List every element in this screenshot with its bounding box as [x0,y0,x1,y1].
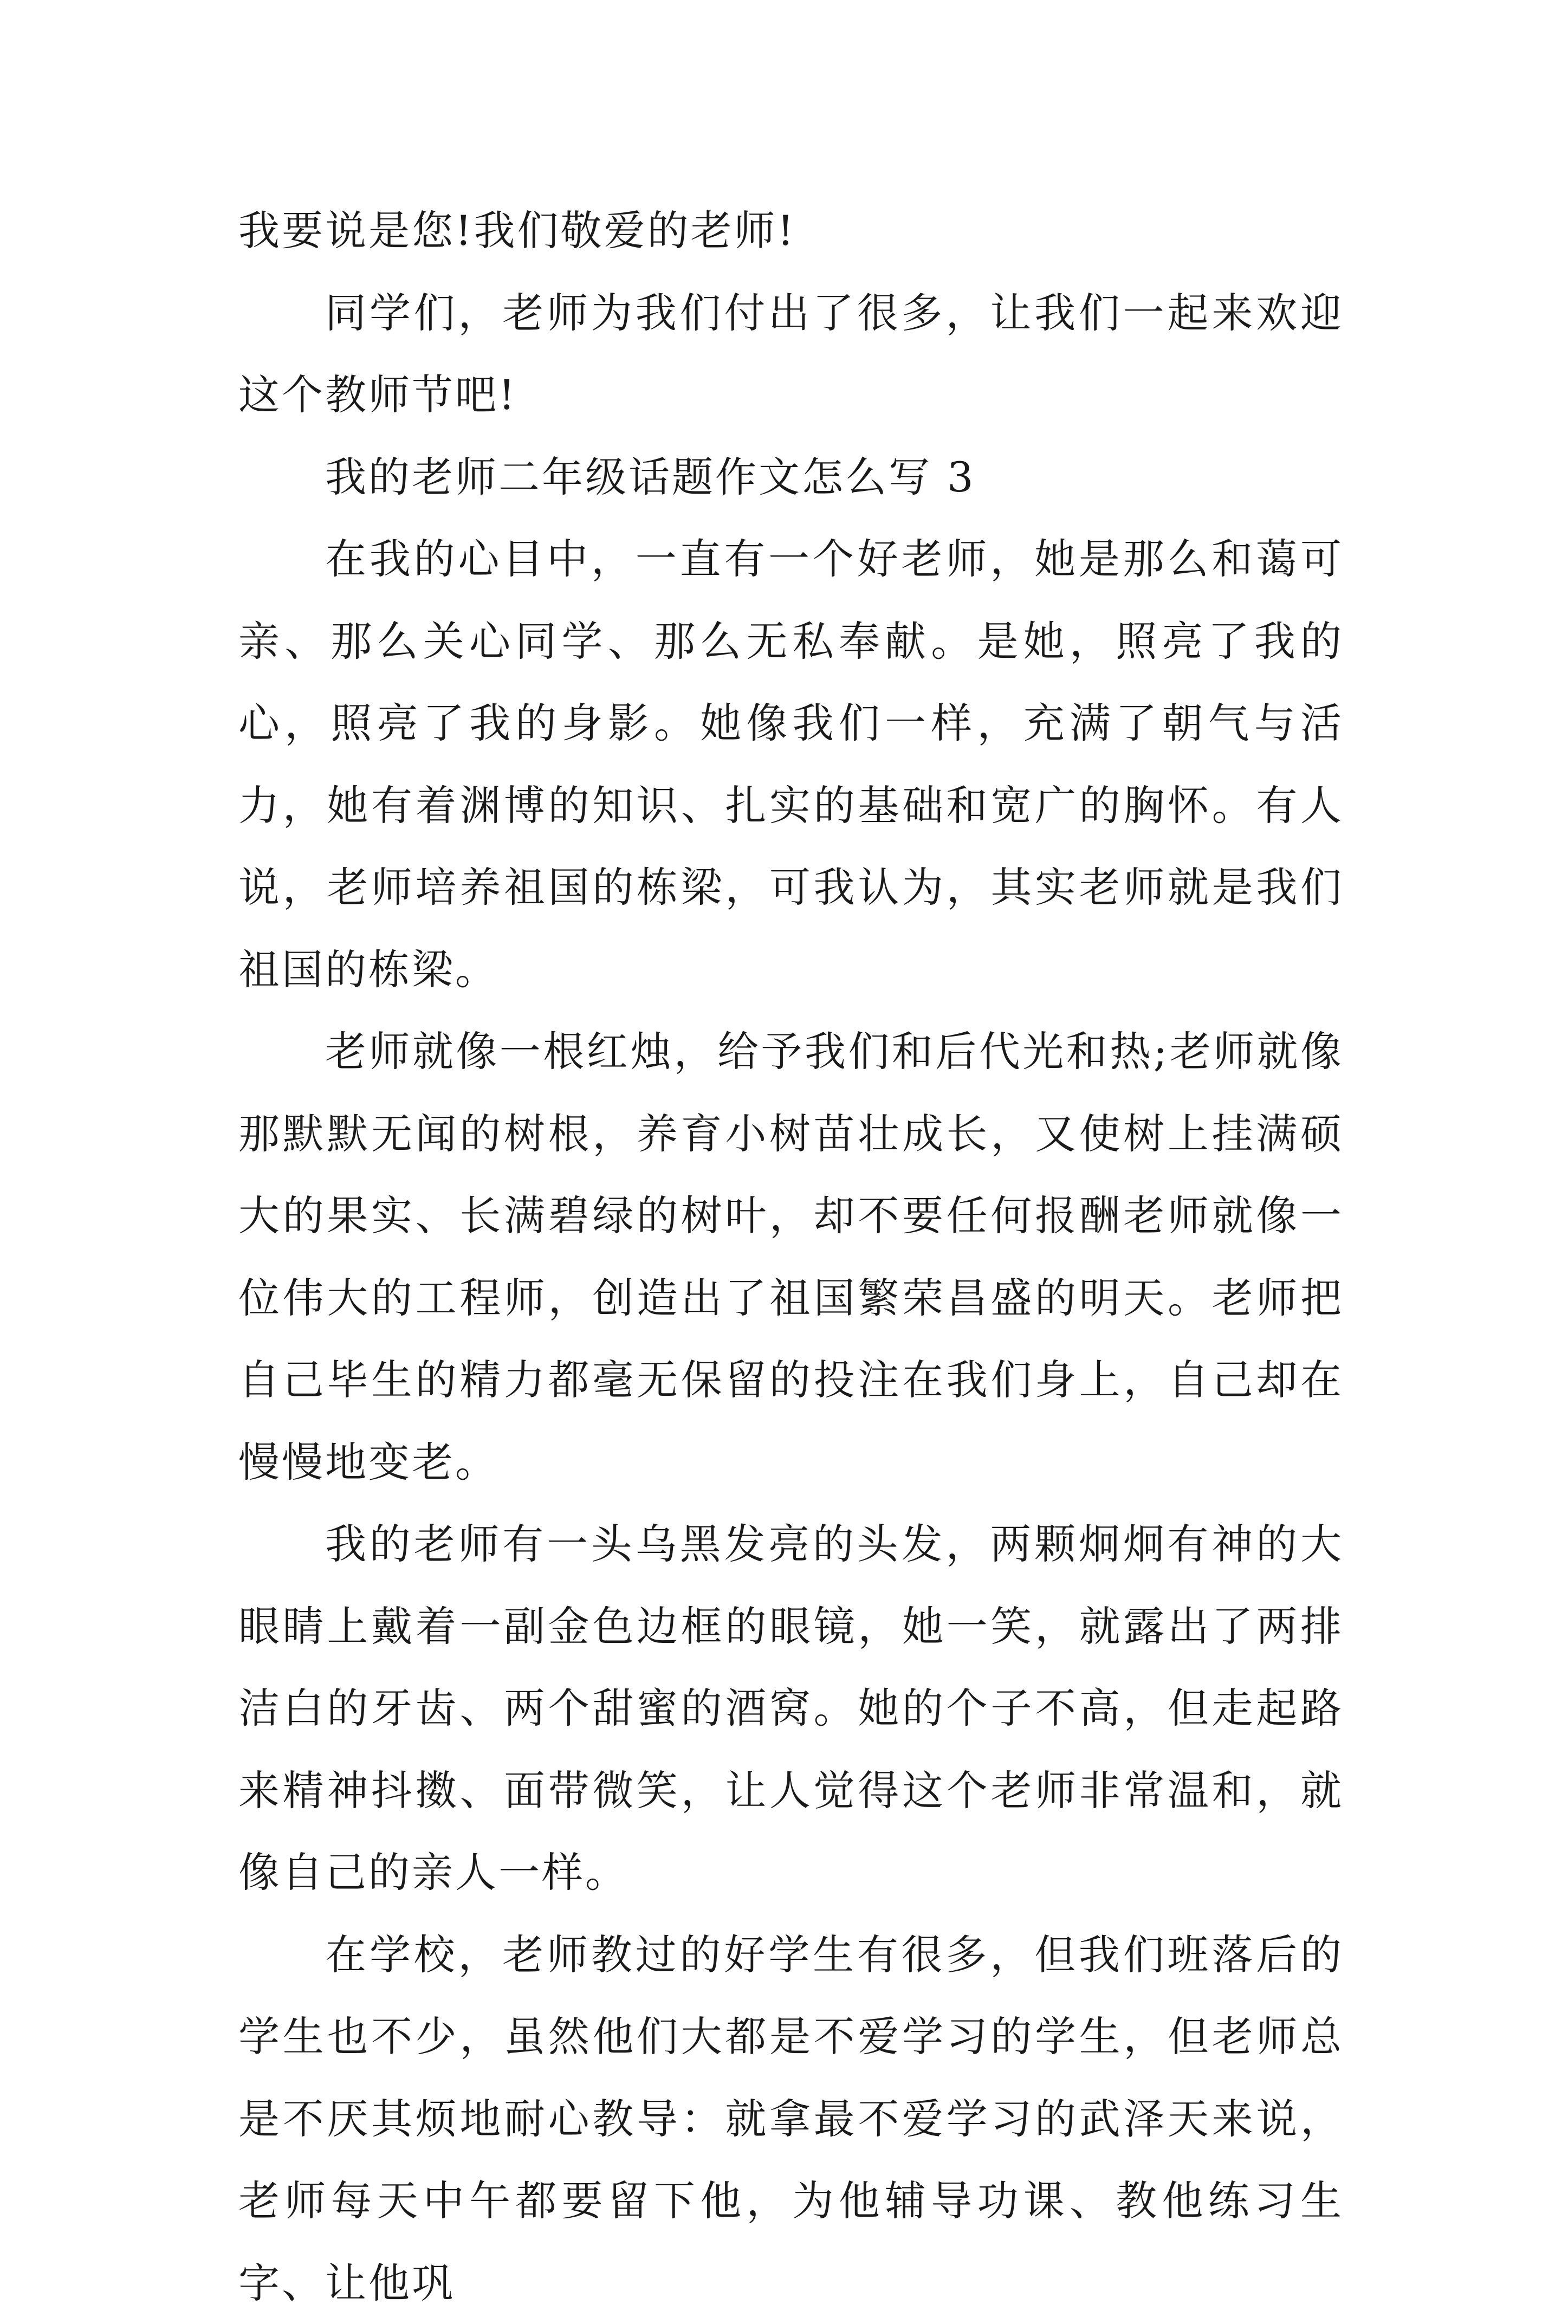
document-body [238,190,1344,2324]
paragraph: 在我的心目中，一直有一个好老师，她是那么和蔼可亲、那么关心同学、那么无私奉献。是她，照亮了我的心，照亮了我的身影。她像我们一样，充满了朝气与活力，她有着渊博的知识、扎实的基础和宽广的胸怀。有人说，老师培养祖国的栋梁，可我认为，其实老师就是我们祖国的栋梁。 [238,518,1344,1011]
paragraph-continuation: 我要说是您!我们敬爱的老师! [238,190,1344,272]
paragraph: 同学们，老师为我们付出了很多，让我们一起来欢迎这个教师节吧! [238,272,1344,436]
section-heading: 我的老师二年级话题作文怎么写 3 [238,436,1344,519]
paragraph: 在学校，老师教过的好学生有很多，但我们班落后的学生也不少，虽然他们大都是不爱学习的学生，但老师总是不厌其烦地耐心教导：就拿最不爱学习的武泽天来说，老师每天中午都要留下他，为他辅导功课、教他练习生字、让他巩 [238,1914,1344,2324]
paragraph: 老师就像一根红烛，给予我们和后代光和热;老师就像那默默无闻的树根，养育小树苗壮成长，又使树上挂满硕大的果实、长满碧绿的树叶，却不要任何报酬老师就像一位伟大的工程师，创造出了祖国繁荣昌盛的明天。老师把自己毕生的精力都毫无保留的投注在我们身上，自己却在慢慢地变老。 [238,1011,1344,1503]
paragraph: 我的老师有一头乌黑发亮的头发，两颗炯炯有神的大眼睛上戴着一副金色边框的眼镜，她一笑，就露出了两排洁白的牙齿、两个甜蜜的酒窝。她的个子不高，但走起路来精神抖擞、面带微笑，让人觉得这个老师非常温和，就像自己的亲人一样。 [238,1503,1344,1914]
